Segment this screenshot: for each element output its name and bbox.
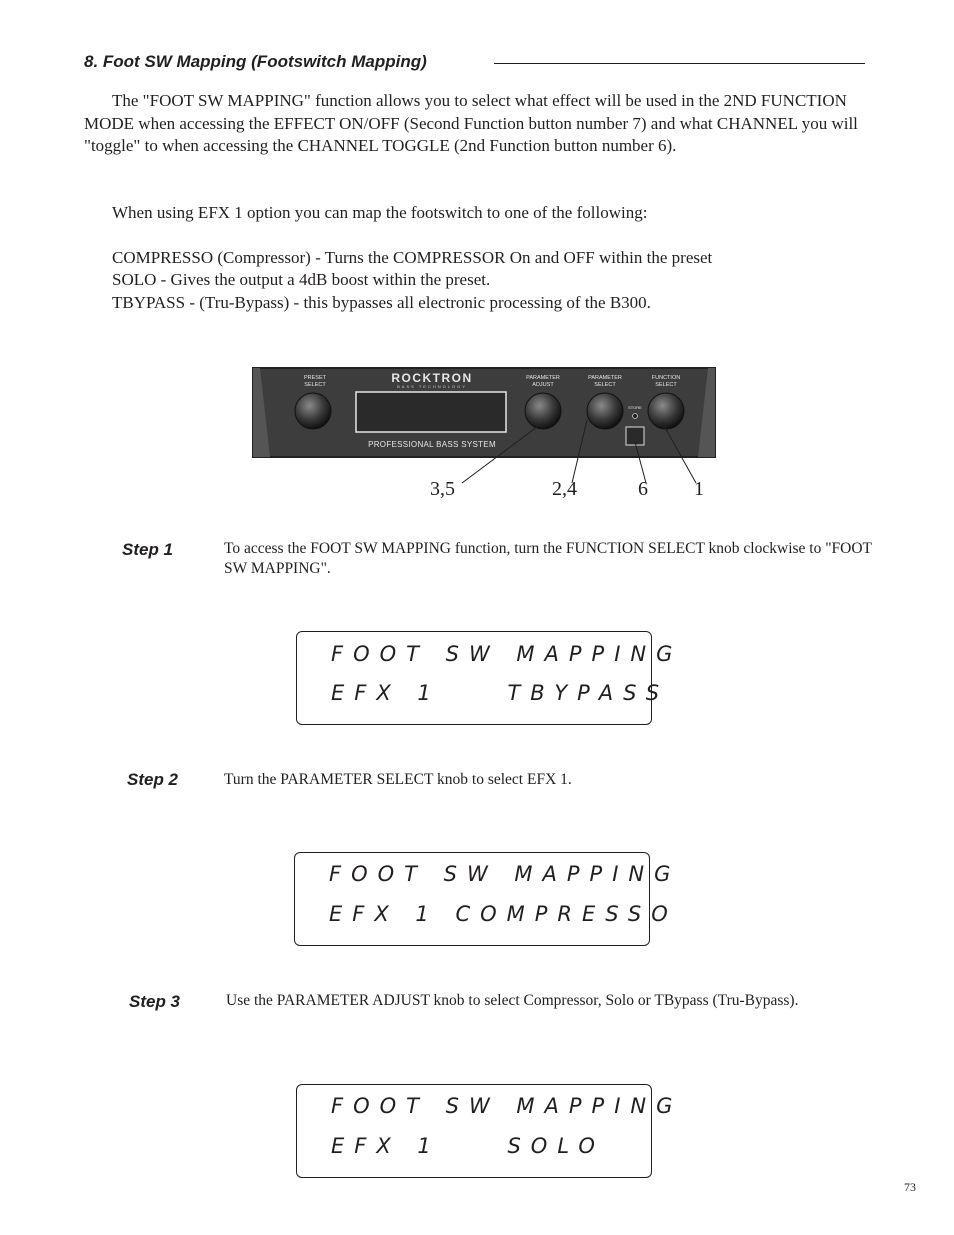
page-number: 73 [904,1180,916,1194]
option-solo: SOLO - Gives the output a 4dB boost within the preset. [112,270,491,289]
lcd-display-step-3 [296,1084,683,1178]
parameter-adjust-knob [525,393,561,429]
store-label: STORE [628,405,642,410]
section-heading: 8. Foot SW Mapping (Footswitch Mapping) [84,52,427,71]
brand-logo: ROCKTRON [391,371,473,385]
callout-35: 3,5 [430,478,455,500]
parameter-select-label-2: SELECT [594,382,616,388]
system-name: PROFESSIONAL BASS SYSTEM [368,440,496,449]
step-2-text: Turn the PARAMETER SELECT knob to select EFX 1. [224,771,572,788]
parameter-select-label: PARAMETER [588,375,622,381]
lcd-window [356,392,506,432]
front-panel-diagram [250,365,720,505]
lcd-line-2: EFX 1 SOLO [331,1134,605,1158]
efx-intro: When using EFX 1 option you can map the footswitch to one of the following: [112,203,648,222]
store-led [633,414,638,419]
intro-paragraph [84,90,874,158]
lcd-line-1: FOOT SW MAPPING [331,1094,683,1118]
function-select-label: FUNCTION [651,375,681,381]
preset-select-label: PRESET [303,375,327,381]
lcd-line-2: EFX 1 COMPRESSO [329,902,678,926]
option-tbypass: TBYPASS - (Tru-Bypass) - this bypasses all electronic processing of the B300. [112,293,651,312]
parameter-select-knob [587,393,623,429]
preset-select-knob [295,393,331,429]
intro-text: The "FOOT SW MAPPING" function allows you to select what effect will be used in the 2ND FUNCTION MODE when accessing the EFFECT ON/OFF (Second Function button number 7) and what CHANNEL you will "toggle" to when accessing the CHANNEL TOGGLE (2nd Function button number 6). [84,91,858,155]
step-3-text: Use the PARAMETER ADJUST knob to select Compressor, Solo or TBypass (Tru-Bypass). [226,992,799,1009]
brand-subtitle: BASS TECHNOLOGY [397,384,467,389]
callout-24: 2,4 [552,478,577,500]
lcd-line-2: EFX 1 TBYPASS [331,681,670,705]
step-1-text: To access the FOOT SW MAPPING function, turn the FUNCTION SELECT knob clockwise to "FOOT SW MAPPING". [224,540,872,577]
lcd-display-step-2 [294,852,681,946]
step-3-label: Step 3 [129,992,181,1011]
callout-1: 1 [694,478,704,500]
lcd-display-step-1 [296,631,683,725]
parameter-adjust-label-2: ADJUST [532,382,554,388]
lcd-line-1: FOOT SW MAPPING [329,862,681,886]
step-2-label: Step 2 [127,770,179,789]
step-1-label: Step 1 [122,540,174,559]
parameter-adjust-label: PARAMETER [526,375,560,381]
function-select-label-2: SELECT [655,382,677,388]
function-select-knob [648,393,684,429]
option-compresso: COMPRESSO (Compressor) - Turns the COMPRESSOR On and OFF within the preset [112,248,713,267]
lcd-line-1: FOOT SW MAPPING [331,642,683,666]
heading-rule [494,63,865,64]
preset-select-label-2: SELECT [304,382,326,388]
callout-6: 6 [638,478,648,500]
